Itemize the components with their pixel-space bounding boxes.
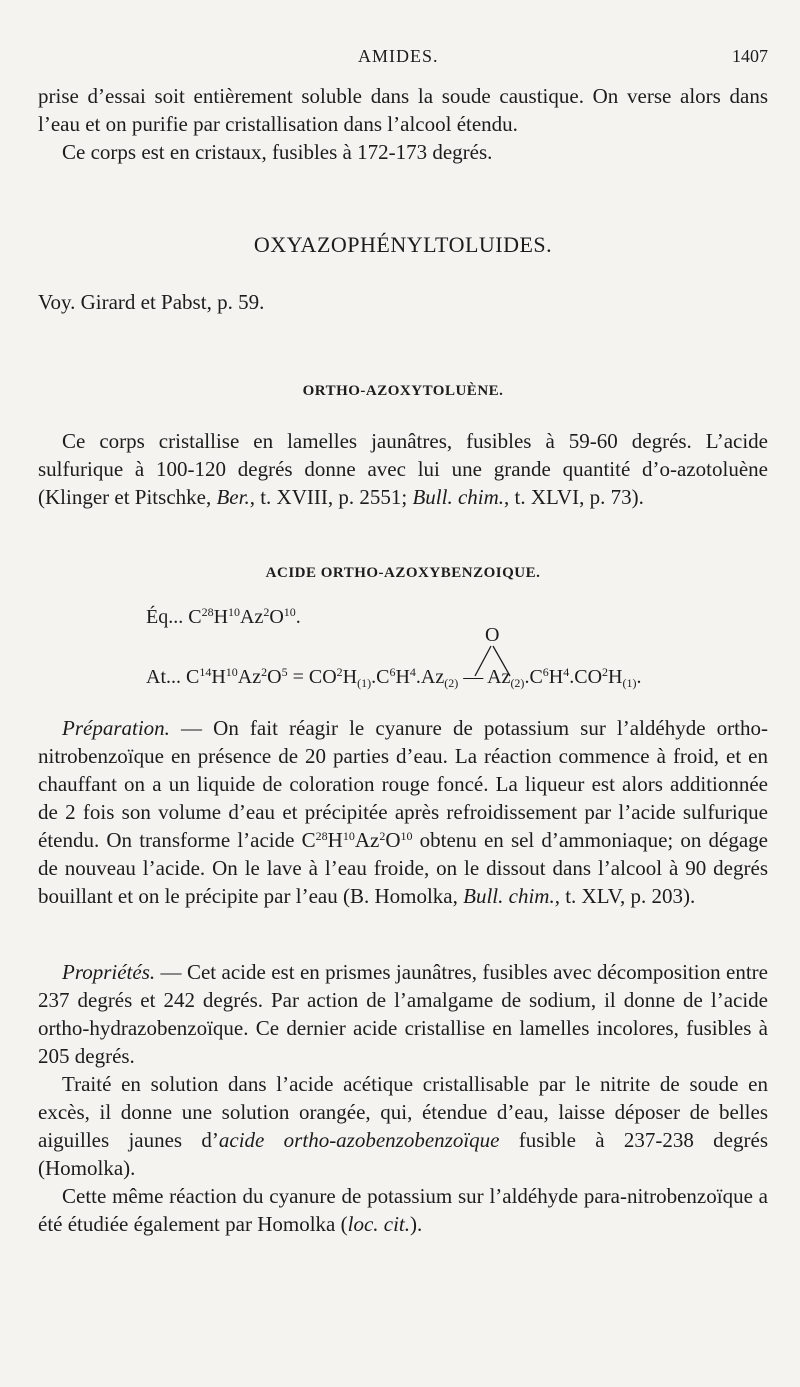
final-paragraph [38, 1182, 768, 1238]
section1-text: Voy. Girard et Pabst, p. 59. [38, 290, 265, 314]
properties-paragraph [38, 958, 768, 1182]
intro-paragraph [38, 82, 768, 166]
section2-paragraph [38, 427, 768, 511]
section2-text: Ce corps cristallise en lamelles jaunâtres, fusibles à 59-60 degrés. L’acide sulfurique à 100-120 degrés donne avec lui une grande quantité d’o-azotoluène (Klinger et Pitschke, Ber., t. XVIII, p. 2551; Bull. chim., t. XLVI, p. 73). [38, 429, 768, 509]
header-title: AMIDES. [358, 46, 439, 66]
formula-at: At... $C^{14}H^{10}Az^2O^5 = CO^2H_{(1)}.C^6H^4.Az_{(2)}$ — $Az_{(2)}.C^6H^4.CO^2H_{(1)}$. [146, 665, 642, 690]
treatment-text: Traité en solution dans l’acide acétique cristallisable par le nitrite de soude en excès, il donne une solution orangée, qui, étendue d’eau, laisse déposer de belles aiguilles jaunes d’acide ortho-azobenzobenzoïque fusible à 237-238 degrés (Homolka). [38, 1072, 768, 1180]
heading-oxyazophenyltoluides: OXYAZOPHÉNYLTOLUIDES. [253, 232, 553, 257]
properties-text: Propriétés. — Cet acide est en prismes jaunâtres, fusibles avec décomposition entre 237 degrés et 242 degrés. Par action de l’amalgame de sodium, il donne de l’acide ortho-hydrazobenzoïque. Ce dernier acide cristallise en lamelles incolores, fusibles à 205 degrés. [38, 960, 768, 1068]
running-header [38, 46, 768, 70]
page-number: 1407 [732, 46, 768, 66]
final-text: Cette même réaction du cyanure de potassium sur l’aldéhyde para-nitrobenzoïque a été étudiée également par Homolka (loc. cit.). [38, 1184, 768, 1236]
intro-text-2: Ce corps est en cristaux, fusibles à 172-173 degrés. [62, 140, 493, 164]
section1-paragraph [38, 288, 768, 316]
formula-eq: Éq... $C^{28}H^{10}Az^2O^{10}$. [146, 605, 301, 628]
oxygen-label: O [485, 624, 500, 646]
intro-text-1: prise d’essai soit entièrement soluble dans la soude caustique. On verse alors dans l’eau et on purifie par cristallisation dans l’alcool étendu. [38, 84, 768, 136]
preparation-paragraph [38, 714, 768, 910]
heading-ortho-azoxytoluene: ORTHO-AZOXYTOLUÈNE. [302, 383, 504, 399]
heading-acide-ortho-azoxybenzoique: ACIDE ORTHO-AZOXYBENZOIQUE. [265, 565, 541, 581]
preparation-text: Préparation. — On fait réagir le cyanure de potassium sur l’aldéhyde ortho-nitrobenzoïque en présence de 20 parties d’eau. La réaction commence à froid, et en chauffant on a un liquide de coloration rouge foncé. La liqueur est alors additionnée de 2 fois son volume d’eau et précipitée après refroidissement par l’acide sulfurique étendu. On transforme l’acide $C^{28}H^{10}Az^2O^{10}$ obtenu en sel d’ammoniaque; on dégage de nouveau l’acide. On le lave à l’eau froide, on le dissout dans l’alcool à 90 degrés bouillant et on le précipite par l’eau (B. Homolka, Bull. chim., t. XLV, p. 203). [38, 716, 769, 908]
